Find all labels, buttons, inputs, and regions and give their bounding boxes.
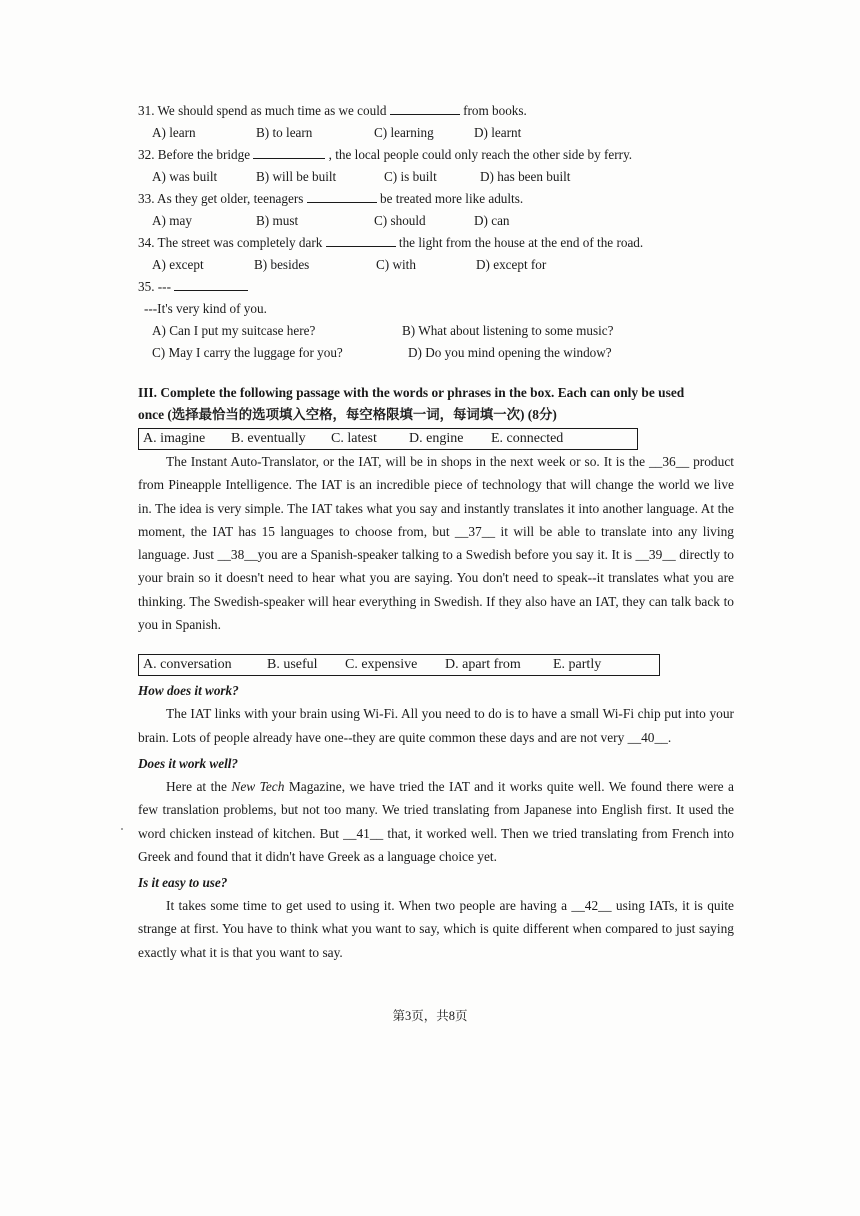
answer-blank [307,190,377,203]
question-stem: 34. The street was completely dark [138,235,323,250]
word-option: D. apart from [445,657,521,673]
option-d: D) learnt [474,125,522,140]
answer-blank [326,234,396,247]
dialogue-reply: ---It's very kind of you. [144,301,267,316]
page-content [138,100,734,964]
question-stem-end: , the local people could only reach the other side by ferry. [328,147,633,162]
option-c: C) learning [374,125,434,140]
subheading-easy-to-use: Is it easy to use? [138,875,228,891]
section-title [138,382,734,426]
passage-paragraph-1: The Instant Auto-Translator, or the IAT, will be in shops in the next week or so. It is the __36__ product from Pineapple Intelligence. The IAT is an incredible piece of technology that will change the world we live in. The idea is very simple. The IAT takes what you say and instantly translates it into another language. At the moment, the IAT has 15 languages to choose from, but __37__ it will be able to translate into any living language. Just __38__you are a Spanish-speaker talking to a Swedish before you say it. It is __39__ directly to your brain so it doesn't need to hear what you are saying. You don't need to speak--it translates what you are thinking. The Swedish-speaker will hear everything in Swedish. If they also have an IAT, they can talk back to you in Spanish. [138,454,734,633]
option-a: A) may [152,213,192,228]
word-option: C. latest [331,431,377,446]
question-stem: 35. --- [138,279,171,294]
paragraph-text: Magazine, we have tried the IAT and it works quite well. We found there were a few translation problems, but not too many. We tried translating from Japanese into English first. It used the word chicken instead of kitchen. But __41__ that, it worked well. Then we tried translating from French into Greek and found that it didn't have Greek as a language choice yet. [138,778,734,864]
section-title-line2: once (选择最恰当的选项填入空格，每空格限填一词，每词填一次) (8分) [138,407,557,422]
answer-blank [390,102,460,115]
option-b: B) will be built [256,169,337,184]
word-option: C. expensive [345,657,418,673]
option-a: A) except [152,257,204,272]
option-c: C) with [376,257,416,272]
word-option: E. partly [553,657,602,673]
answer-blank [253,146,325,159]
word-option: B. useful [267,657,318,673]
question-33 [138,188,734,232]
question-stem: 33. As they get older, teenagers [138,191,304,206]
passage-paragraph-2: The IAT links with your brain using Wi-Fi. All you need to do is to have a small Wi-Fi chip put into your brain. Lots of people already have one--they are quite common these days and are not very __40__. [138,706,734,745]
option-c: C) should [374,213,426,228]
question-stem-end: from books. [463,103,527,118]
magazine-title: New Tech [231,778,285,794]
paragraph-text: Here at the [166,778,232,794]
word-option: E. connected [491,431,564,446]
section-title-line1: III. Complete the following passage with the words or phrases in the box. Each can only be used [138,385,685,400]
subheading-how-it-works: How does it work? [138,683,239,699]
option-a: A) Can I put my suitcase here? [152,323,316,338]
page-footer: 第3页，共8页 [392,1009,468,1023]
question-stem-end: be treated more like adults. [379,191,524,206]
option-a: A) learn [152,125,196,140]
question-stem-end: the light from the house at the end of the road. [398,235,644,250]
scan-speck [121,828,123,830]
question-stem: 31. We should spend as much time as we could [138,103,387,118]
word-option: D. engine [409,431,464,446]
question-31 [138,100,734,144]
word-option: A. imagine [143,431,206,446]
passage-paragraph-4: It takes some time to get used to using it. When two people are having a __42__ using IATs, it is quite strange at first. You have to think what you want to say, which is quite different when compared to just saying exactly what it is that you want to say. [138,898,734,960]
word-box-1 [138,428,638,450]
option-c: C) is built [384,169,437,184]
option-d: D) Do you mind opening the window? [408,345,612,360]
option-b: B) What about listening to some music? [402,323,614,338]
word-option: B. eventually [231,431,306,446]
question-stem: 32. Before the bridge [138,147,251,162]
option-a: A) was built [152,169,218,184]
question-35 [138,276,734,364]
option-b: B) to learn [256,125,313,140]
option-c: C) May I carry the luggage for you? [152,345,343,360]
option-b: B) must [256,213,299,228]
option-d: D) except for [476,257,547,272]
passage-paragraph-3 [138,775,734,868]
word-option: A. conversation [143,657,232,673]
question-34 [138,232,734,276]
option-b: B) besides [254,257,310,272]
option-d: D) has been built [480,169,571,184]
question-32 [138,144,734,188]
subheading-works-well: Does it work well? [138,755,239,771]
option-d: D) can [474,213,510,228]
word-box-2 [138,654,660,676]
answer-blank [174,278,248,291]
